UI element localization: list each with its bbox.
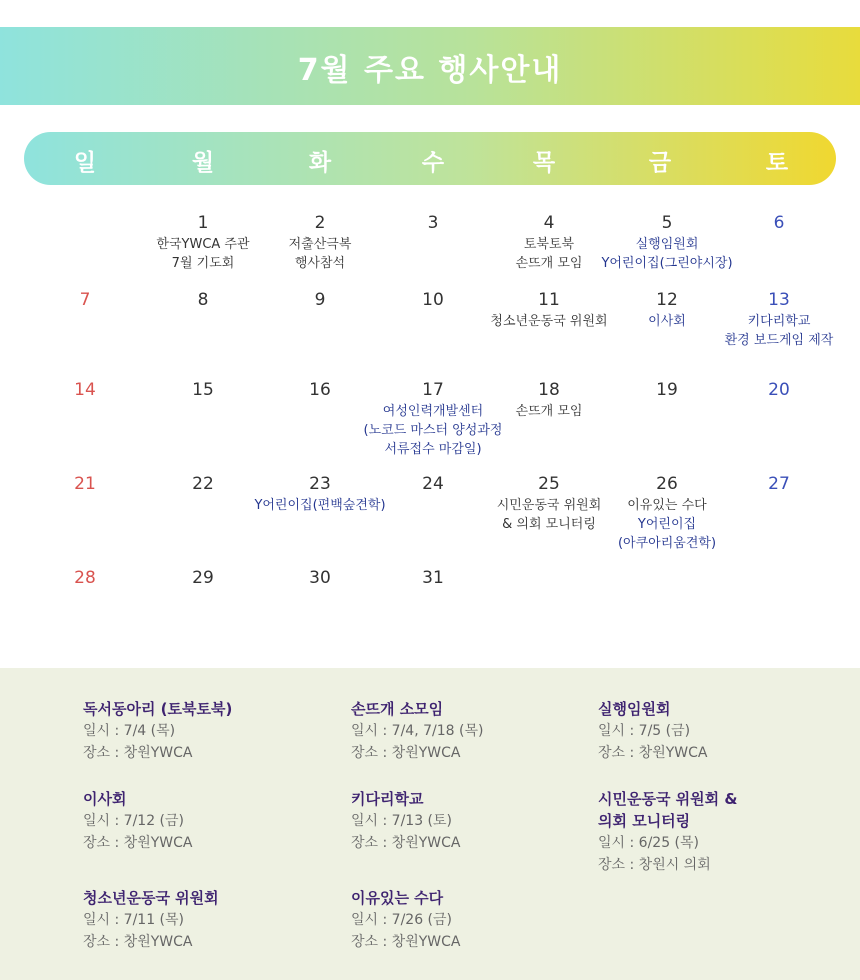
event-text: 이유있는 수다 (627, 498, 707, 513)
day-number: 2 (314, 213, 326, 233)
event-text: & 의회 모니터링 (502, 517, 596, 532)
day-number: 29 (192, 568, 214, 588)
calendar-day-20 (699, 380, 859, 402)
day-number: 4 (543, 213, 555, 233)
event-text: 실행임원회 (635, 237, 699, 252)
weekday-wed: 수 (421, 150, 445, 176)
event-text: Y어린이집(편백숲견학) (254, 498, 386, 513)
event-info-title: 독서동아리 (토북토북) (83, 700, 233, 718)
day-number: 16 (309, 380, 331, 400)
day-number: 17 (422, 380, 444, 400)
day-number: 5 (661, 213, 673, 233)
event-info-block (351, 698, 483, 764)
day-number: 22 (192, 474, 214, 494)
event-text: Y어린이집 (637, 517, 697, 532)
calendar-day-6 (699, 213, 859, 235)
calendar-day-27 (699, 474, 859, 496)
event-info-title: 키다리학교 (351, 790, 424, 808)
event-info-title: 시민운동국 위원회 & (598, 790, 738, 808)
event-text: 토북토북 (523, 237, 575, 252)
event-info-place: 장소 : 창원YWCA (83, 745, 193, 761)
event-info-date: 일시 : 7/11 (목) (83, 912, 185, 928)
event-text: 청소년운동국 위원회 (490, 314, 608, 329)
event-info-date: 일시 : 7/13 (토) (351, 813, 453, 829)
day-number: 6 (773, 213, 785, 233)
day-number: 26 (656, 474, 678, 494)
day-number: 3 (427, 213, 439, 233)
weekday-mon: 월 (191, 150, 215, 176)
calendar-day-13 (699, 290, 859, 350)
event-info-date: 일시 : 7/5 (금) (598, 723, 691, 739)
day-number: 27 (768, 474, 790, 494)
event-text: 한국YWCA 주관 (156, 237, 250, 252)
event-info-place: 장소 : 창원YWCA (83, 934, 193, 950)
weekday-sat: 토 (765, 150, 789, 176)
day-number: 21 (74, 474, 96, 494)
event-text: (노코드 마스터 양성과정 (363, 423, 503, 438)
weekday-thu: 목 (532, 150, 556, 176)
weekday-header-bar (24, 132, 836, 185)
event-info-date: 일시 : 7/12 (금) (83, 813, 185, 829)
day-number: 25 (538, 474, 560, 494)
event-text: 시민운동국 위원회 (496, 498, 602, 513)
day-number: 15 (192, 380, 214, 400)
event-text: (아쿠아리움견학) (617, 536, 717, 551)
event-text: 서류접수 마감일) (384, 442, 482, 457)
event-info-date: 일시 : 6/25 (목) (598, 835, 700, 851)
event-info-block (598, 698, 707, 764)
day-number: 11 (538, 290, 560, 310)
event-info-title: 청소년운동국 위원회 (83, 889, 219, 907)
event-info-place: 장소 : 창원시 의회 (598, 857, 711, 873)
weekday-tue: 화 (308, 150, 332, 176)
page-title: 7월 주요 행사안내 (297, 53, 563, 88)
day-number: 20 (768, 380, 790, 400)
event-info-place: 장소 : 창원YWCA (351, 835, 461, 851)
event-text: 키다리학교 (747, 314, 811, 329)
event-text: Y어린이집(그린야시장) (601, 256, 733, 271)
event-text: 이사회 (648, 314, 686, 329)
day-number: 1 (197, 213, 209, 233)
event-info-block (351, 788, 460, 854)
weekday-sun: 일 (73, 150, 97, 176)
day-number: 19 (656, 380, 678, 400)
day-number: 18 (538, 380, 560, 400)
day-number: 9 (314, 290, 326, 310)
event-text: 7월 기도회 (171, 256, 235, 271)
day-number: 30 (309, 568, 331, 588)
day-number: 14 (74, 380, 96, 400)
event-info-block (83, 788, 192, 854)
event-text: 행사참석 (294, 256, 346, 271)
event-details-section (0, 668, 860, 980)
header-banner (0, 27, 860, 105)
event-info-title: 이사회 (83, 790, 127, 808)
day-number: 24 (422, 474, 444, 494)
event-text: 손뜨개 모임 (515, 404, 583, 419)
event-text: 환경 보드게임 제작 (724, 333, 834, 348)
event-info-block (83, 887, 219, 953)
event-info-place: 장소 : 창원YWCA (351, 934, 461, 950)
weekday-fri: 금 (648, 150, 672, 176)
day-number: 12 (656, 290, 678, 310)
event-info-title: 실행임원회 (598, 700, 671, 718)
day-number: 7 (79, 290, 91, 310)
day-number: 10 (422, 290, 444, 310)
calendar-day-31 (353, 568, 513, 590)
event-info-place: 장소 : 창원YWCA (83, 835, 193, 851)
event-text: 손뜨개 모임 (515, 256, 583, 271)
day-number: 28 (74, 568, 96, 588)
event-info-block (83, 698, 232, 764)
event-info-place: 장소 : 창원YWCA (598, 745, 708, 761)
event-info-title: 의회 모니터링 (598, 812, 691, 830)
event-info-title: 손뜨개 소모임 (351, 700, 444, 718)
event-info-date: 일시 : 7/4, 7/18 (목) (351, 723, 484, 739)
event-info-date: 일시 : 7/4 (목) (83, 723, 176, 739)
event-info-block (351, 887, 460, 953)
day-number: 13 (768, 290, 790, 310)
event-info-place: 장소 : 창원YWCA (351, 745, 461, 761)
day-number: 8 (197, 290, 209, 310)
day-number: 23 (309, 474, 331, 494)
event-info-date: 일시 : 7/26 (금) (351, 912, 453, 928)
day-number: 31 (422, 568, 444, 588)
event-text: 저출산극복 (288, 237, 352, 252)
event-info-title: 이유있는 수다 (351, 889, 444, 907)
event-text: 여성인력개발센터 (382, 404, 484, 419)
event-info-block (598, 788, 737, 876)
